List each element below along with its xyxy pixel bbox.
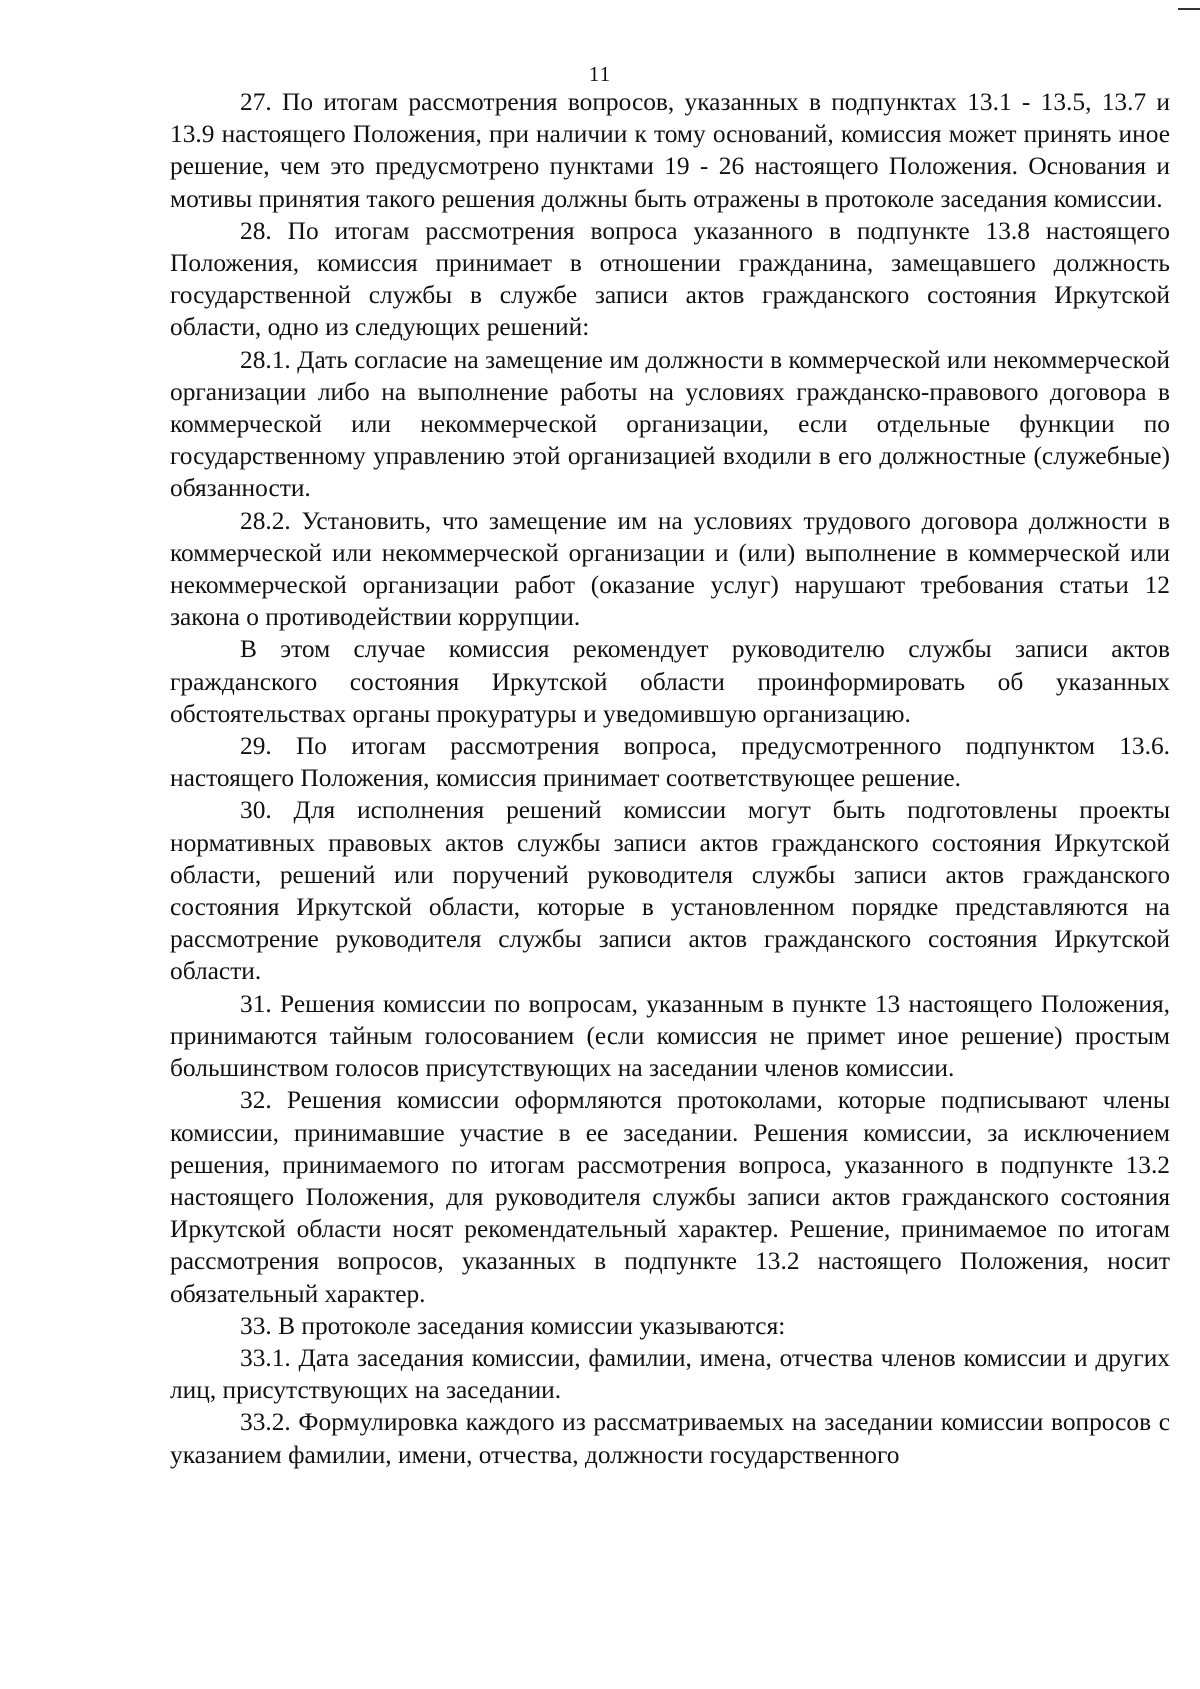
paragraph-31: 31. Решения комиссии по вопросам, указанным в пункте 13 настоящего Положения, принимаются тайным голосованием (если комиссия не примет иное решение) простым большинством голосов присутствующих на заседании членов комиссии. (170, 989, 1170, 1083)
page-number: 11 (588, 62, 612, 86)
paragraph-28-1: 28.1. Дать согласие на замещение им должности в коммерческой или некоммерческой организации либо на выполнение работы на условиях гражданско-правового договора в коммерческой или некоммерческой организации, если отдельные функции по государственному управлению этой организацией входили в его должностные (служебные) обязанности. (170, 345, 1170, 503)
paragraph-29: 29. По итогам рассмотрения вопроса, предусмотренного подпунктом 13.6. настоящего Положения, комиссия принимает соответствующее решение. (170, 732, 1170, 793)
paragraph-30: 30. Для исполнения решений комиссии могут быть подготовлены проекты нормативных правовых актов службы записи актов гражданского состояния Иркутской области, решений или поручений руководителя службы записи актов гражданского состояния Иркутской области, которые в установленном порядке представляются на рассмотрение руководителя службы записи актов гражданского состояния Иркутской области. (170, 796, 1170, 986)
paragraph-28: 28. По итогам рассмотрения вопроса указанного в подпункте 13.8 настоящего Положения, комиссия принимает в отношении гражданина, замещавшего должность государственной службы в службе записи актов гражданского состояния Иркутской области, одно из следующих решений: (170, 216, 1170, 342)
paragraph-33: 33. В протоколе заседания комиссии указываются: (240, 1311, 786, 1340)
document-body (170, 86, 1170, 1471)
paragraph-28-2-note: В этом случае комиссия рекомендует руководителю службы записи актов гражданского состояния Иркутской области проинформировать об указанных обстоятельствах органы прокуратуры и уведомившую организацию. (170, 635, 1170, 728)
paragraph-27: 27. По итогам рассмотрения вопросов, указанных в подпунктах 13.1 - 13.5, 13.7 и 13.9 настоящего Положения, при наличии к тому оснований, комиссия может принять иное решение, чем это предусмотрено пунктами 19 - 26 настоящего Положения. Основания и мотивы принятия такого решения должны быть отражены в протоколе заседания комиссии. (170, 88, 1170, 213)
paragraph-33-1: 33.1. Дата заседания комиссии, фамилии, имена, отчества членов комиссии и других лиц, присутствующих на заседании. (170, 1343, 1170, 1405)
paragraph-33-2: 33.2. Формулировка каждого из рассматриваемых на заседании комиссии вопросов с указанием фамилии, имени, отчества, должности государственного (170, 1408, 1170, 1469)
scan-edge-mark (1178, 8, 1200, 10)
paragraph-32: 32. Решения комиссии оформляются протоколами, которые подписывают члены комиссии, принимавшие участие в ее заседании. Решения комиссии, за исключением решения, принимаемого по итогам рассмотрения вопроса, указанного в подпункте 13.2 настоящего Положения, для руководителя службы записи актов гражданского состояния Иркутской области носят рекомендательный характер. Решение, принимаемое по итогам рассмотрения вопросов, указанных в подпункте 13.2 настоящего Положения, носит обязательный характер. (170, 1086, 1170, 1308)
paragraph-28-2: 28.2. Установить, что замещение им на условиях трудового договора должности в коммерческой или некоммерческой организации и (или) выполнение в коммерческой или некоммерческой организации работ (оказание услуг) нарушают требования статьи 12 закона о противодействии коррупции. (170, 506, 1170, 632)
